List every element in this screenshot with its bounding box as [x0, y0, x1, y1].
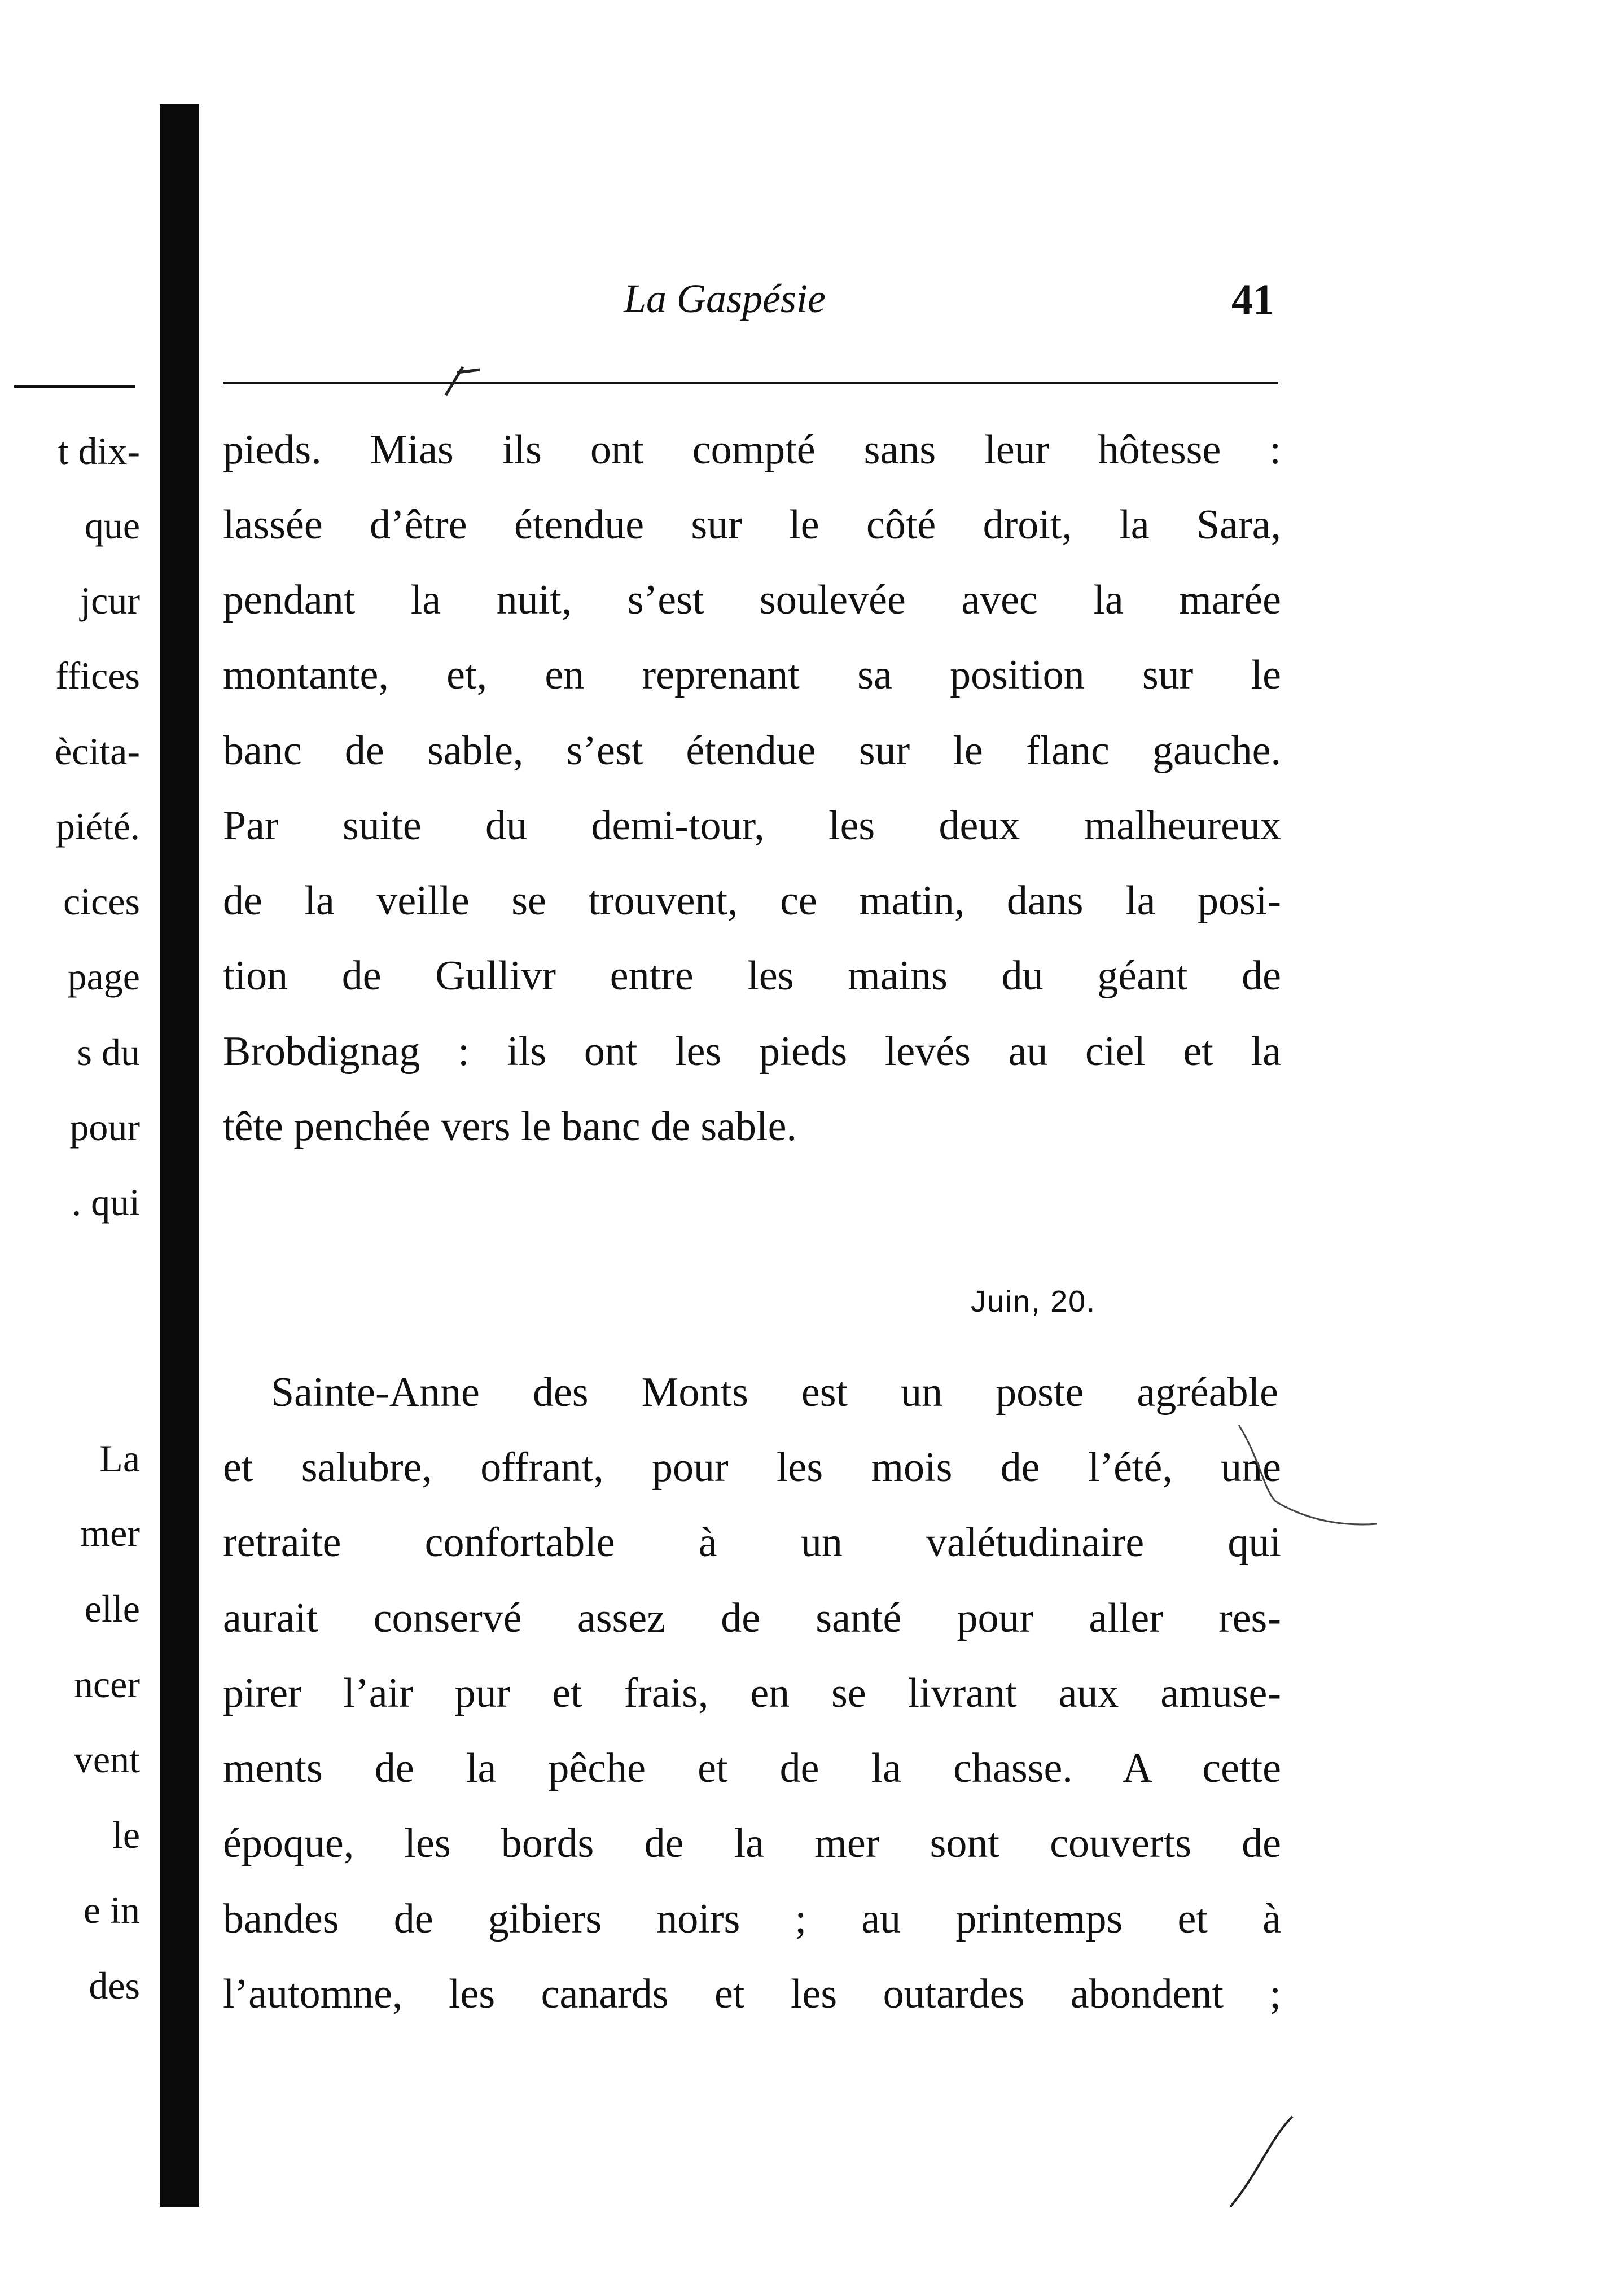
previous-page-rule [14, 385, 135, 388]
fragment-15: ncer [73, 1663, 140, 1706]
text-line: Brobdignag : ils ont les pieds levés au ciel et la [223, 1028, 1281, 1075]
fragment-16: vent [73, 1738, 140, 1781]
check-mark [440, 361, 485, 406]
text-line: époque, les bords de la mer sont couverts de [223, 1820, 1281, 1866]
fragment-4: ffices [55, 654, 140, 697]
binding-shadow [160, 104, 199, 2207]
fragment-6: piété. [55, 805, 140, 848]
running-title: La Gaspésie [624, 276, 826, 321]
date-line: Juin, 20. [971, 1285, 1097, 1318]
text-line: tête penchée vers le banc de sable. [223, 1103, 797, 1150]
fragment-11: . qui [72, 1181, 140, 1224]
text-line: retraite confortable à un valétudinaire qui [223, 1519, 1281, 1566]
text-line: montante, et, en reprenant sa position sur le [223, 652, 1281, 698]
text-line: Sainte-Anne des Monts est un poste agréable [271, 1369, 1278, 1416]
text-line: bandes de gibiers noirs ; au printemps et à [223, 1896, 1281, 1942]
text-line: Par suite du demi-tour, les deux malheureux [223, 803, 1281, 849]
text-line: l’automne, les canards et les outardes abondent ; [223, 1971, 1281, 2017]
text-line: tion de Gullivr entre les mains du géant de [223, 953, 1281, 999]
fragment-1: t dix- [58, 430, 140, 472]
text-line: pirer l’air pur et frais, en se livrant aux amuse- [223, 1670, 1281, 1716]
page-number: 41 [1231, 276, 1274, 323]
fragment-8: page [67, 955, 140, 998]
header-rule [223, 382, 1278, 384]
fragment-18: e in [83, 1888, 140, 1931]
fragment-10: pour [69, 1106, 140, 1149]
fragment-17: le [112, 1813, 140, 1856]
fragment-9: s du [77, 1031, 140, 1073]
text-line: pieds. Mias ils ont compté sans leur hôtesse : [223, 427, 1281, 473]
fragment-5: ècita- [55, 730, 140, 773]
text-line: banc de sable, s’est étendue sur le flanc gauche. [223, 728, 1281, 774]
text-line: aurait conservé assez de santé pour aller res- [223, 1595, 1281, 1641]
text-line: et salubre, offrant, pour les mois de l’été, une [223, 1444, 1281, 1491]
text-line: lassée d’être étendue sur le côté droit, la Sara, [223, 502, 1281, 548]
text-line: de la veille se trouvent, ce matin, dans la posi- [223, 878, 1281, 924]
fragment-12: La [99, 1437, 140, 1480]
fragment-19: des [89, 1964, 140, 2007]
fragment-7: cices [63, 880, 140, 923]
pen-stroke-mark [1208, 2111, 1309, 2212]
text-line: ments de la pêche et de la chasse. A cette [223, 1745, 1281, 1791]
fragment-3: jcur [80, 579, 140, 622]
previous-page-edge [0, 0, 152, 2296]
fragment-13: mer [80, 1511, 140, 1554]
pen-scribble-mark [1236, 1422, 1383, 1535]
text-line: pendant la nuit, s’est soulevée avec la marée [223, 577, 1281, 623]
fragment-14: elle [84, 1587, 140, 1630]
fragment-2: que [84, 504, 140, 547]
